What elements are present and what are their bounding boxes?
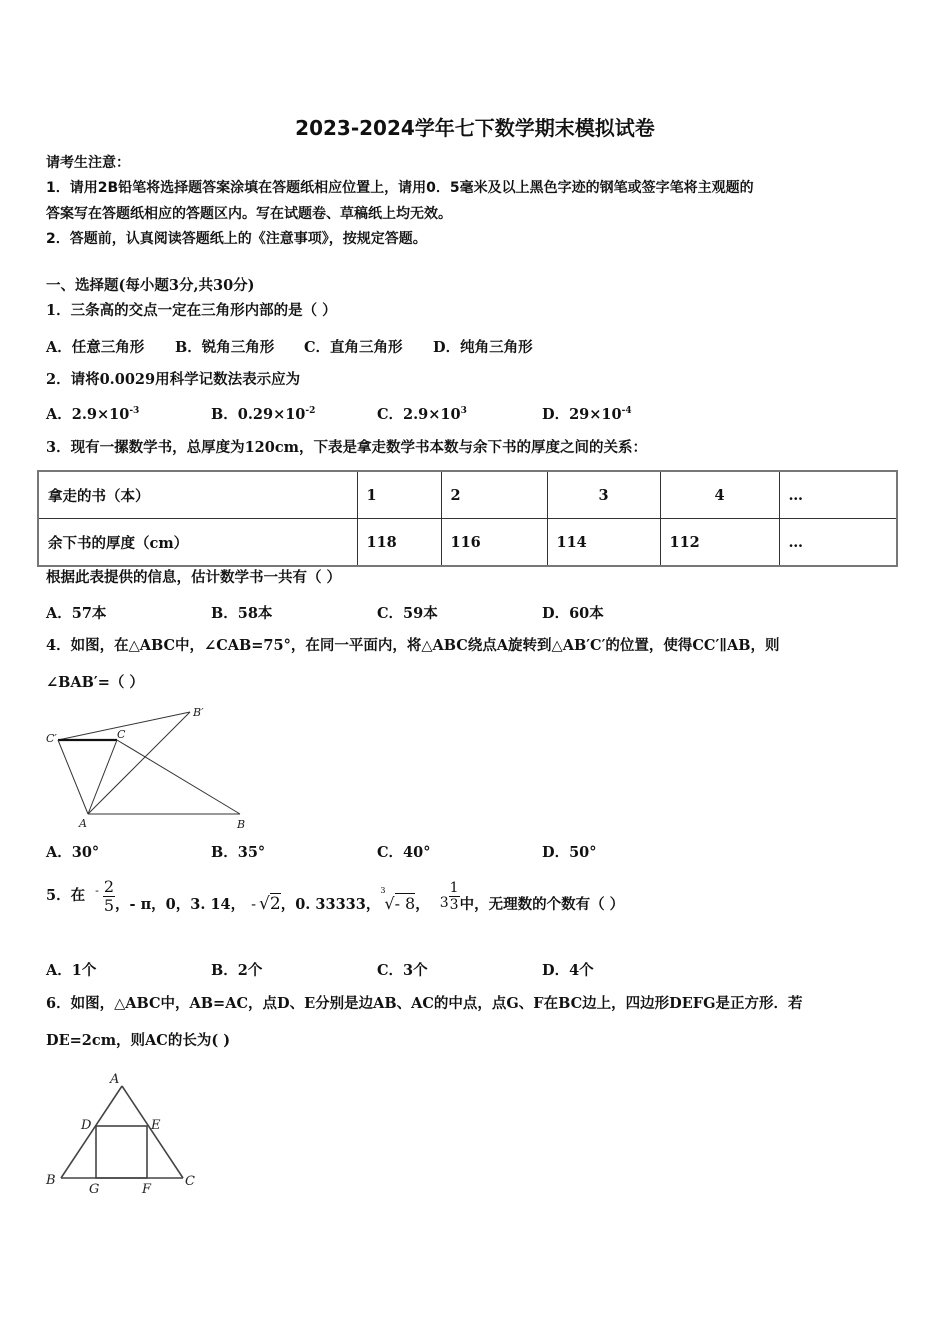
question-6-stem: 6．如图，△ABC中，AB=AC，点D、E分别是边AB、AC的中点，点G、F在BC边上，四边形DEFG是正方形．若 (46, 995, 803, 1012)
table-header-cell: 余下书的厚度（cm） (38, 519, 357, 567)
question-3-option-c[interactable]: C．59本 (377, 605, 438, 622)
page-title: 2023-2024学年七下数学期末模拟试卷 (295, 116, 655, 140)
point-label-b: B (46, 1173, 56, 1188)
question-1-option-a[interactable]: A．任意三角形 (46, 339, 145, 356)
point-label-c-prime: C′ (46, 732, 57, 745)
question-6-figure (61, 1086, 183, 1178)
table-cell: 118 (357, 519, 441, 567)
notice-line-1-continued: 答案写在答题纸相应的答题区内。写在试题卷、草稿纸上均无效。 (46, 206, 452, 222)
question-1-stem: 1．三条高的交点一定在三角形内部的是（ ） (46, 302, 337, 319)
cube-root-argument: - 8 (394, 894, 416, 913)
option-exponent: -4 (621, 406, 632, 416)
table-cell: 114 (547, 519, 660, 567)
question-6-stem-continued: DE=2cm，则AC的长为( ) (46, 1032, 231, 1049)
question-5-option-d[interactable]: D．4个 (542, 962, 594, 979)
question-5-option-c[interactable]: C．3个 (377, 962, 428, 979)
neg-sqrt-sign: - (251, 897, 257, 913)
table-cell: 1 (357, 471, 441, 519)
cube-root: 3 √- 8 (380, 886, 416, 913)
question-3-option-d[interactable]: D．60本 (542, 605, 604, 622)
fraction-two-fifths (103, 878, 115, 915)
question-3-option-a[interactable]: A．57本 (46, 605, 107, 622)
table-cell: … (779, 519, 897, 567)
option-base: B．0.29×10 (211, 406, 306, 423)
point-label-b-prime: B′ (193, 706, 204, 719)
point-label-e: E (151, 1118, 161, 1133)
fraction-sign: - (95, 884, 99, 897)
question-3-option-b[interactable]: B．58本 (211, 605, 273, 622)
question-2-stem: 2．请将0.0029用科学记数法表示应为 (46, 371, 301, 388)
notice-line-2: 2．答题前，认真阅读答题纸上的《注意事项》，按规定答题。 (46, 231, 427, 247)
question-3-followup: 根据此表提供的信息，估计数学书一共有（ ） (46, 569, 342, 586)
section-heading-choice: 一、选择题(每小题3分,共30分) (46, 277, 255, 294)
notice-line-1: 1．请用2B铅笔将选择题答案涂填在答题纸相应位置上，请用0．5毫米及以上黑色字迹的钢笔或签字笔将主观题的 (46, 180, 754, 196)
table-cell: 116 (441, 519, 547, 567)
question-5-prefix: 5．在 (46, 887, 86, 904)
option-base: A．2.9×10 (46, 406, 130, 423)
question-5-option-a[interactable]: A．1个 (46, 962, 97, 979)
question-1-option-d[interactable]: D．纯角三角形 (433, 339, 533, 356)
question-5-suffix: 中，无理数的个数有（ ） (459, 896, 625, 913)
fraction-denominator: 5 (103, 895, 114, 915)
point-label-a: A (110, 1072, 120, 1087)
fraction-numerator: 2 (103, 876, 114, 896)
question-1-option-c[interactable]: C．直角三角形 (304, 339, 403, 356)
point-label-g: G (89, 1182, 100, 1197)
point-label-f: F (142, 1182, 152, 1197)
table-cell: 2 (441, 471, 547, 519)
option-exponent: 3 (460, 406, 467, 416)
mixed-denominator: 3 (449, 896, 459, 913)
mixed-number-fraction (449, 880, 460, 913)
option-exponent: -2 (305, 406, 316, 416)
table-cell: … (779, 471, 897, 519)
sqrt-argument: 2 (269, 894, 281, 914)
table-cell: 4 (660, 471, 779, 519)
point-label-c: C (185, 1174, 195, 1189)
point-label-a: A (79, 817, 87, 830)
neg-pi-segment: ，- π，0，3. 14， (115, 896, 246, 913)
decimal-segment: ，0. 33333， (280, 896, 381, 913)
table-header-cell: 拿走的书（本） (38, 471, 357, 519)
sqrt-icon: √2 (259, 894, 281, 914)
question-1-option-b[interactable]: B．锐角三角形 (175, 339, 275, 356)
mixed-numerator: 1 (449, 879, 459, 896)
question-4-option-c[interactable]: C．40° (377, 844, 431, 861)
question-4-option-b[interactable]: B．35° (211, 844, 266, 861)
mixed-number-whole: 3 (439, 895, 449, 911)
question-3-stem: 3．现有一摞数学书，总厚度为120cm，下表是拿走数学书本数与余下书的厚度之间的关系： (46, 439, 648, 456)
notice-heading: 请考生注意： (46, 155, 130, 171)
table-cell: 112 (660, 519, 779, 567)
point-label-c: C (117, 728, 126, 741)
point-label-b: B (237, 818, 246, 831)
question-4-option-d[interactable]: D．50° (542, 844, 597, 861)
table-cell: 3 (547, 471, 660, 519)
option-base: C．2.9×10 (377, 406, 461, 423)
question-4-stem-continued: ∠BAB′=（ ） (46, 674, 144, 691)
question-4-option-a[interactable]: A．30° (46, 844, 100, 861)
option-base: D．29×10 (542, 406, 622, 423)
point-label-d: D (81, 1118, 92, 1133)
question-4-stem: 4．如图，在△ABC中，∠CAB=75°，在同一平面内，将△ABC绕点A旋转到△AB′C′的位置，使得CC′∥AB，则 (46, 637, 780, 654)
question-5-option-b[interactable]: B．2个 (211, 962, 263, 979)
comma: ， (415, 896, 430, 913)
question-5-stem (46, 876, 624, 916)
option-exponent: -3 (129, 406, 140, 416)
